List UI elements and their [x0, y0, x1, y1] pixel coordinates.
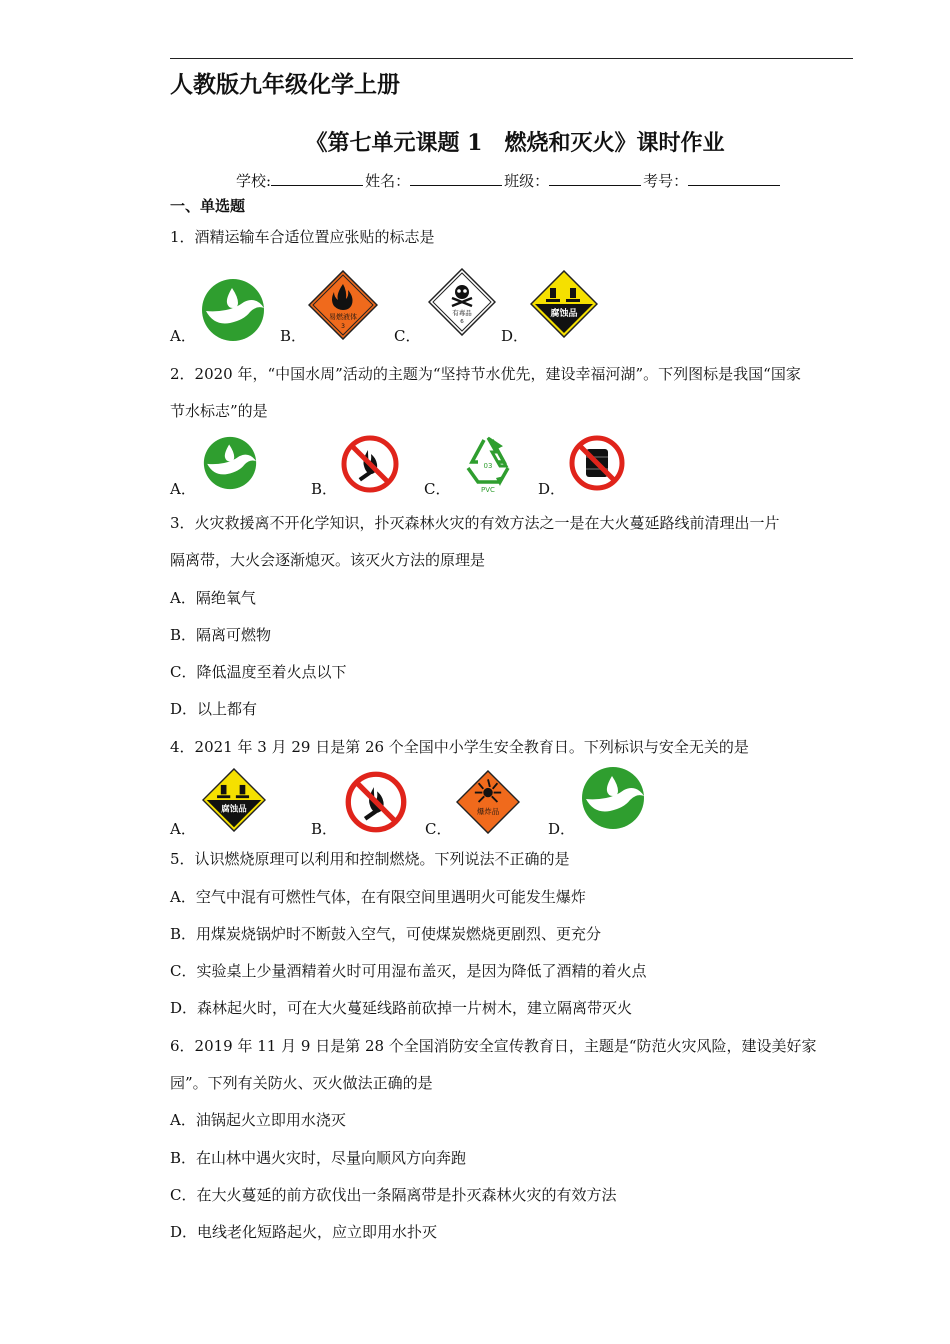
q1-b-sign-text: 易燃液体 — [329, 313, 357, 321]
q1-option-b[interactable]: B． — [280, 327, 307, 345]
no-barrel-icon — [568, 434, 626, 492]
q4-c-sign-text: 爆炸品 — [476, 807, 500, 817]
q3-option-c[interactable]: C．降低温度至着火点以下 — [170, 663, 347, 681]
q2-text-line1: 2．2020 年，“中国水周”活动的主题为“坚持节水优先，建设幸福河湖”。下列图标是我国“国家 — [170, 365, 801, 383]
q1-d-sign-text: 腐蚀品 — [550, 309, 578, 319]
q3-option-d[interactable]: D．以上都有 — [170, 700, 258, 718]
recycle-icon — [460, 434, 516, 494]
q6-text-line2: 园”。下列有关防火、灭火做法正确的是 — [170, 1074, 433, 1092]
q2-option-b[interactable]: B． — [311, 480, 338, 498]
q1-b-sign-number: 3 — [341, 323, 345, 330]
number-label: 考号： — [643, 172, 689, 190]
q2-text-line2: 节水标志”的是 — [170, 402, 268, 420]
toxic-icon — [428, 268, 496, 336]
q1-c-sign-text: 有毒品 — [452, 309, 472, 317]
school-blank[interactable] — [271, 172, 363, 186]
q3-option-b[interactable]: B．隔离可燃物 — [170, 626, 272, 644]
q4-option-b[interactable]: B． — [311, 820, 338, 838]
q4-option-d[interactable]: D． — [548, 820, 576, 838]
corrosive-icon — [202, 768, 266, 832]
q4-option-c[interactable]: C． — [425, 820, 452, 838]
explosive-icon — [456, 770, 520, 834]
q6-option-c[interactable]: C．在大火蔓延的前方砍伐出一条隔离带是扑灭森林火灾的有效方法 — [170, 1186, 617, 1204]
q4-text: 4．2021 年 3 月 29 日是第 26 个全国中小学生安全教育日。下列标识与安全无关的是 — [170, 738, 749, 756]
q6-option-b[interactable]: B．在山林中遇火灾时，尽量向顺风方向奔跑 — [170, 1149, 467, 1167]
number-blank[interactable] — [688, 172, 780, 186]
q2-option-c[interactable]: C． — [424, 480, 451, 498]
q5-option-b[interactable]: B．用煤炭烧锅炉时不断鼓入空气，可使煤炭燃烧更剧烈、更充分 — [170, 925, 602, 943]
q1-text: 1．酒精运输车合适位置应张贴的标志是 — [170, 228, 435, 246]
q4-a-sign-text: 腐蚀品 — [221, 803, 247, 814]
q3-text-line1: 3．火灾救援离不开化学知识，扑灭森林火灾的有效方法之一是在大火蔓延路线前清理出一片 — [170, 514, 780, 532]
q6-option-d[interactable]: D．电线老化短路起火，应立即用水扑灭 — [170, 1223, 438, 1241]
doc-header: 人教版九年级化学上册 — [170, 72, 400, 98]
school-label: 学校: — [236, 172, 272, 190]
name-label: 姓名： — [365, 172, 411, 190]
q2-c-sign-label: PVC — [481, 486, 495, 494]
no-fire-icon — [340, 434, 400, 494]
water-saving-icon — [200, 278, 266, 342]
no-fire-icon — [344, 770, 408, 834]
corrosive-icon — [530, 270, 598, 338]
q5-option-c[interactable]: C．实验桌上少量酒精着火时可用湿布盖灭，是因为降低了酒精的着火点 — [170, 962, 647, 980]
q2-option-a[interactable]: A． — [170, 480, 196, 498]
page-title: 《第七单元课题 1 燃烧和灭火》课时作业 — [305, 130, 725, 156]
q1-option-c[interactable]: C． — [394, 327, 421, 345]
flammable-liquid-icon — [308, 270, 378, 340]
student-info — [236, 170, 782, 191]
q5-option-d[interactable]: D．森林起火时，可在大火蔓延线路前砍掉一片树木，建立隔离带灭火 — [170, 999, 633, 1017]
q1-c-sign-number: 6 — [460, 319, 464, 325]
q3-text-line2: 隔离带，大火会逐渐熄灭。该灭火方法的原理是 — [170, 551, 486, 569]
class-label: 班级： — [504, 172, 550, 190]
header-rule — [170, 58, 853, 59]
q3-option-a[interactable]: A．隔绝氧气 — [170, 589, 256, 607]
name-blank[interactable] — [410, 172, 502, 186]
water-saving-icon — [200, 436, 260, 490]
q6-text-line1: 6．2019 年 11 月 9 日是第 28 个全国消防安全宣传教育日，主题是“防范火灾风险，建设美好家 — [170, 1037, 817, 1055]
q5-option-a[interactable]: A．空气中混有可燃性气体，在有限空间里遇明火可能发生爆炸 — [170, 888, 586, 906]
q1-option-a[interactable]: A． — [170, 327, 196, 345]
q1-option-d[interactable]: D． — [501, 327, 529, 345]
class-blank[interactable] — [549, 172, 641, 186]
q6-option-a[interactable]: A．油锅起火立即用水浇灭 — [170, 1111, 346, 1129]
q2-c-sign-number: 03 — [483, 462, 493, 470]
q5-text: 5．认识燃烧原理可以利用和控制燃烧。下列说法不正确的是 — [170, 850, 570, 868]
water-saving-icon — [580, 766, 646, 830]
q4-option-a[interactable]: A． — [170, 820, 196, 838]
section-heading: 一、单选题 — [170, 197, 246, 215]
q2-option-d[interactable]: D． — [538, 480, 566, 498]
